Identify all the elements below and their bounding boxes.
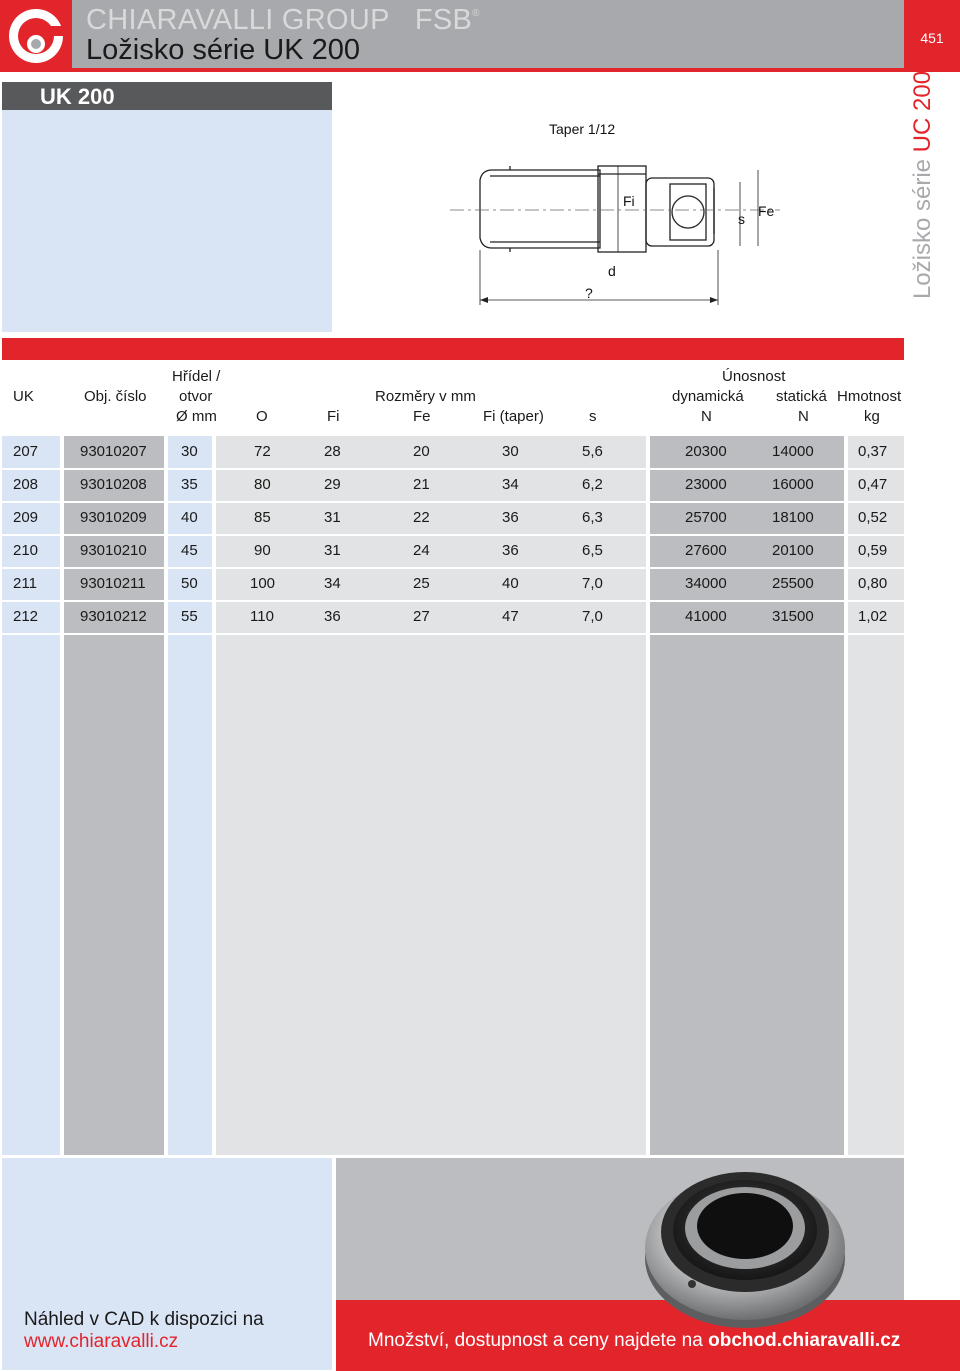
cell-fi-taper: 36 bbox=[502, 509, 519, 526]
bearing-photo bbox=[630, 1160, 860, 1330]
cad-availability-text: Náhled v CAD k dispozici na bbox=[24, 1309, 264, 1330]
cell-s: 7,0 bbox=[582, 608, 603, 625]
cell-static: 20100 bbox=[772, 542, 814, 559]
cell-o: 110 bbox=[250, 608, 274, 625]
cell-weight: 0,37 bbox=[858, 443, 888, 460]
cell-fe: 20 bbox=[413, 443, 430, 460]
cell-fe: 22 bbox=[413, 509, 430, 526]
cell-static: 14000 bbox=[772, 443, 814, 460]
cell-static: 25500 bbox=[772, 575, 814, 592]
cell-order-number: 93010211 bbox=[80, 575, 146, 592]
header-shaft: Hřídel / bbox=[172, 368, 221, 385]
cell-dynamic: 23000 bbox=[685, 476, 727, 493]
series-tag-label: UK 200 bbox=[40, 84, 115, 109]
header-uk: UK bbox=[13, 388, 34, 405]
cell-weight: 1,02 bbox=[858, 608, 888, 625]
cell-static: 18100 bbox=[772, 509, 814, 526]
header-weight-unit: kg bbox=[864, 408, 880, 425]
cell-uk: 212 bbox=[13, 608, 39, 625]
header-s: s bbox=[589, 408, 597, 425]
brand-suffix: FSB bbox=[414, 4, 473, 36]
cell-o: 100 bbox=[250, 575, 276, 592]
s-label: s bbox=[738, 211, 745, 227]
cell-fi-taper: 47 bbox=[502, 608, 519, 625]
header-dynamic-unit: N bbox=[701, 408, 712, 425]
side-series-label bbox=[906, 70, 940, 300]
page-number: 451 bbox=[920, 30, 944, 46]
cell-fe: 27 bbox=[413, 608, 430, 625]
cell-fi: 29 bbox=[324, 476, 341, 493]
cell-fi-taper: 40 bbox=[502, 575, 519, 592]
cell-fi: 34 bbox=[324, 575, 341, 592]
cell-weight: 0,47 bbox=[858, 476, 888, 493]
cell-order-number: 93010208 bbox=[80, 476, 147, 493]
cell-fi: 28 bbox=[324, 443, 341, 460]
cell-fi: 31 bbox=[324, 509, 341, 526]
header-fi-taper: Fi (taper) bbox=[483, 408, 544, 425]
header-dimensions: Rozměry v mm bbox=[375, 388, 476, 405]
header-o: O bbox=[256, 408, 268, 425]
o-label: ? bbox=[585, 285, 593, 301]
registered-mark: ® bbox=[472, 8, 480, 19]
header-order-number: Obj. číslo bbox=[84, 388, 147, 405]
cell-uk: 209 bbox=[13, 509, 39, 526]
cell-fi-taper: 34 bbox=[502, 476, 519, 493]
cell-weight: 0,52 bbox=[858, 509, 888, 526]
cell-bore: 40 bbox=[181, 509, 198, 526]
product-panel bbox=[2, 82, 332, 332]
cell-dynamic: 20300 bbox=[685, 443, 727, 460]
cell-o: 90 bbox=[254, 542, 271, 559]
cell-fe: 21 bbox=[413, 476, 430, 493]
taper-label: Taper 1/12 bbox=[549, 121, 616, 137]
page-title: Ložisko série UK 200 bbox=[86, 34, 361, 66]
header-static-unit: N bbox=[798, 408, 809, 425]
cell-uk: 207 bbox=[13, 443, 39, 460]
header-weight: Hmotnost bbox=[837, 388, 902, 405]
d-label: d bbox=[608, 263, 616, 279]
header-dynamic: dynamická bbox=[672, 388, 744, 405]
chiaravalli-logo-icon bbox=[4, 4, 68, 68]
cell-o: 80 bbox=[254, 476, 271, 493]
shop-link[interactable]: obchod.chiaravalli.cz bbox=[708, 1330, 901, 1351]
cell-s: 6,2 bbox=[582, 476, 603, 493]
shop-banner-text bbox=[368, 1330, 900, 1352]
cell-bore: 30 bbox=[181, 443, 198, 460]
cell-s: 6,3 bbox=[582, 509, 603, 526]
cell-bore: 45 bbox=[181, 542, 198, 559]
cell-fe: 25 bbox=[413, 575, 430, 592]
cell-fi-taper: 36 bbox=[502, 542, 519, 559]
cell-fi: 36 bbox=[324, 608, 341, 625]
cell-s: 6,5 bbox=[582, 542, 603, 559]
cell-dynamic: 34000 bbox=[685, 575, 727, 592]
fi-label: Fi bbox=[623, 193, 635, 209]
side-label-accent: UC 200 bbox=[909, 70, 936, 153]
cell-bore: 35 bbox=[181, 476, 198, 493]
cell-s: 5,6 bbox=[582, 443, 603, 460]
header-static: statická bbox=[776, 388, 827, 405]
cell-weight: 0,59 bbox=[858, 542, 888, 559]
header-fe: Fe bbox=[413, 408, 431, 425]
header-capacity: Únosnost bbox=[722, 368, 786, 385]
row-divider bbox=[2, 633, 904, 635]
cell-static: 31500 bbox=[772, 608, 814, 625]
cell-o: 85 bbox=[254, 509, 271, 526]
cell-uk: 210 bbox=[13, 542, 39, 559]
brand-name bbox=[86, 4, 480, 37]
cell-order-number: 93010210 bbox=[80, 542, 147, 559]
cell-bore: 50 bbox=[181, 575, 198, 592]
cell-dynamic: 27600 bbox=[685, 542, 727, 559]
cell-fi-taper: 30 bbox=[502, 443, 519, 460]
cell-dynamic: 25700 bbox=[685, 509, 727, 526]
cad-website-link[interactable]: www.chiaravalli.cz bbox=[24, 1331, 179, 1352]
header-fi: Fi bbox=[327, 408, 340, 425]
cell-order-number: 93010209 bbox=[80, 509, 147, 526]
cell-s: 7,0 bbox=[582, 575, 603, 592]
cell-uk: 211 bbox=[13, 575, 37, 592]
header-bore-unit: Ø mm bbox=[176, 408, 217, 425]
shop-text: Množství, dostupnost a ceny najdete na bbox=[368, 1330, 709, 1351]
column-capacity bbox=[650, 436, 844, 1155]
cell-weight: 0,80 bbox=[858, 575, 888, 592]
cell-fi: 31 bbox=[324, 542, 341, 559]
cell-bore: 55 bbox=[181, 608, 198, 625]
header-bore: otvor bbox=[179, 388, 213, 405]
cell-o: 72 bbox=[254, 443, 271, 460]
cell-dynamic: 41000 bbox=[685, 608, 727, 625]
cell-uk: 208 bbox=[13, 476, 39, 493]
bearing-section-drawing bbox=[450, 110, 790, 310]
brand-group: CHIARAVALLI GROUP bbox=[86, 4, 390, 36]
cell-fe: 24 bbox=[413, 542, 430, 559]
table-header-band bbox=[2, 338, 904, 360]
fe-label: Fe bbox=[758, 203, 775, 219]
cell-order-number: 93010212 bbox=[80, 608, 147, 625]
cell-static: 16000 bbox=[772, 476, 814, 493]
cell-order-number: 93010207 bbox=[80, 443, 147, 460]
side-label-prefix: Ložisko série bbox=[909, 152, 936, 300]
